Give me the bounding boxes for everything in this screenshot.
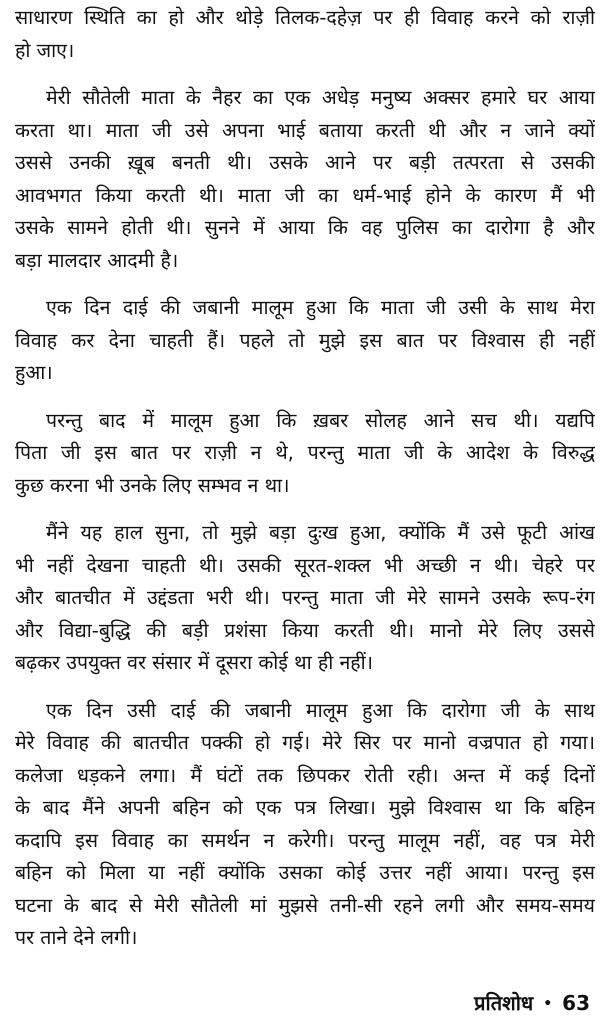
footer-bullet: • [543, 996, 553, 1012]
text-line: परन्तु बाद में मालूम हुआ कि ख़बर सोलह आने सच थी। यद्यपि [46, 408, 595, 432]
text-line: बड़ा मालदार आदमी है। [15, 248, 179, 272]
running-title: प्रतिशोध [474, 991, 534, 1015]
text-line: उससे उनकी ख़ूब बनती थी। उसके आने पर बड़ी तत्परता से उसकी [15, 151, 595, 174]
paragraph [15, 2, 595, 67]
text-line: पिता जी इस बात पर राज़ी न थे, परन्तु माता जी के आदेश के विरुद्ध [15, 441, 595, 464]
text-line: घटना के बाद से मेरी सौतेली मां मुझसे तनी-सी रहने लगी और समय-समय [15, 893, 595, 917]
text-line: मेरे विवाह की बातचीत पक्की हो गई। मेरे सिर पर मानो वज्रपात हो गया। [15, 731, 595, 754]
text-line: करता था। माता जी उसे अपना भाई बताया करती थी और न जाने क्यों [15, 118, 595, 142]
paragraph [15, 405, 595, 503]
body-text [15, 2, 595, 970]
text-line: हो जाए। [15, 38, 75, 62]
text-line: कलेजा धड़कने लगा। मैं घंटों तक छिपकर रोती रही। अन्त में कई दिनों [15, 763, 595, 787]
text-line: हुआ। [15, 361, 53, 384]
text-line: भी नहीं देखना चाहती थी। उसकी सूरत-शक्ल भी अच्छी न थी। चेहरे पर [15, 553, 595, 577]
text-line: साधारण स्थिति का हो और थोड़े तिलक-दहेज़ पर ही विवाह करने को राज़ी [15, 6, 595, 29]
text-line: कुछ करना भी उनके लिए सम्भव न था। [15, 473, 290, 497]
text-line: आवभगत किया करती थी। माता जी का धर्म-भाई होने के कारण मैं भी [15, 183, 595, 207]
page-number: 63 [562, 991, 590, 1015]
text-line: उसके सामने होती थी। सुनने में आया कि वह पुलिस का दारोगा है और [15, 216, 595, 239]
text-line: एक दिन दाई की जबानी मालूम हुआ कि माता जी उसी के साथ मेरा [46, 296, 595, 319]
text-line: मैंने यह हाल सुना, तो मुझे बड़ा दुःख हुआ, क्योंकि मैं उसे फूटी आंख [46, 521, 595, 544]
text-line: मेरी सौतेली माता के नैहर का एक अधेड़ मनुष्य अक्सर हमारे घर आया [46, 86, 595, 109]
text-line: विवाह कर देना चाहती हैं। पहले तो मुझे इस बात पर विश्वास ही नहीं [15, 328, 595, 352]
text-line: पर ताने देने लगी। [15, 926, 138, 949]
text-line: बढ़कर उपयुक्त वर संसार में दूसरा कोई था ही नहीं। [15, 651, 374, 674]
paragraph [15, 695, 595, 955]
text-line: और विद्या-बुद्धि की बड़ी प्रशंसा किया करती थी। मानो मेरे लिए उससे [15, 618, 595, 642]
page-footer [474, 989, 590, 1016]
text-line: एक दिन उसी दाई की जबानी मालूम हुआ कि दारोगा जी के साथ [46, 698, 595, 722]
text-line: के बाद मैंने अपनी बहिन को एक पत्र लिखा। मुझे विश्वास था कि बहिन [15, 796, 595, 819]
paragraph [15, 517, 595, 680]
text-line: बहिन को मिला या नहीं क्योंकि उसका कोई उत्तर नहीं आया। परन्तु इस [15, 861, 595, 884]
text-line: कदापि इस विवाह का समर्थन न करेगी। परन्तु मालूम नहीं, वह पत्र मेरी [15, 828, 595, 852]
paragraph [15, 82, 595, 277]
text-line: और बातचीत में उद्दंडता भरी थी। परन्तु माता जी मेरे सामने उसके रूप-रंग [15, 586, 595, 609]
paragraph [15, 292, 595, 390]
